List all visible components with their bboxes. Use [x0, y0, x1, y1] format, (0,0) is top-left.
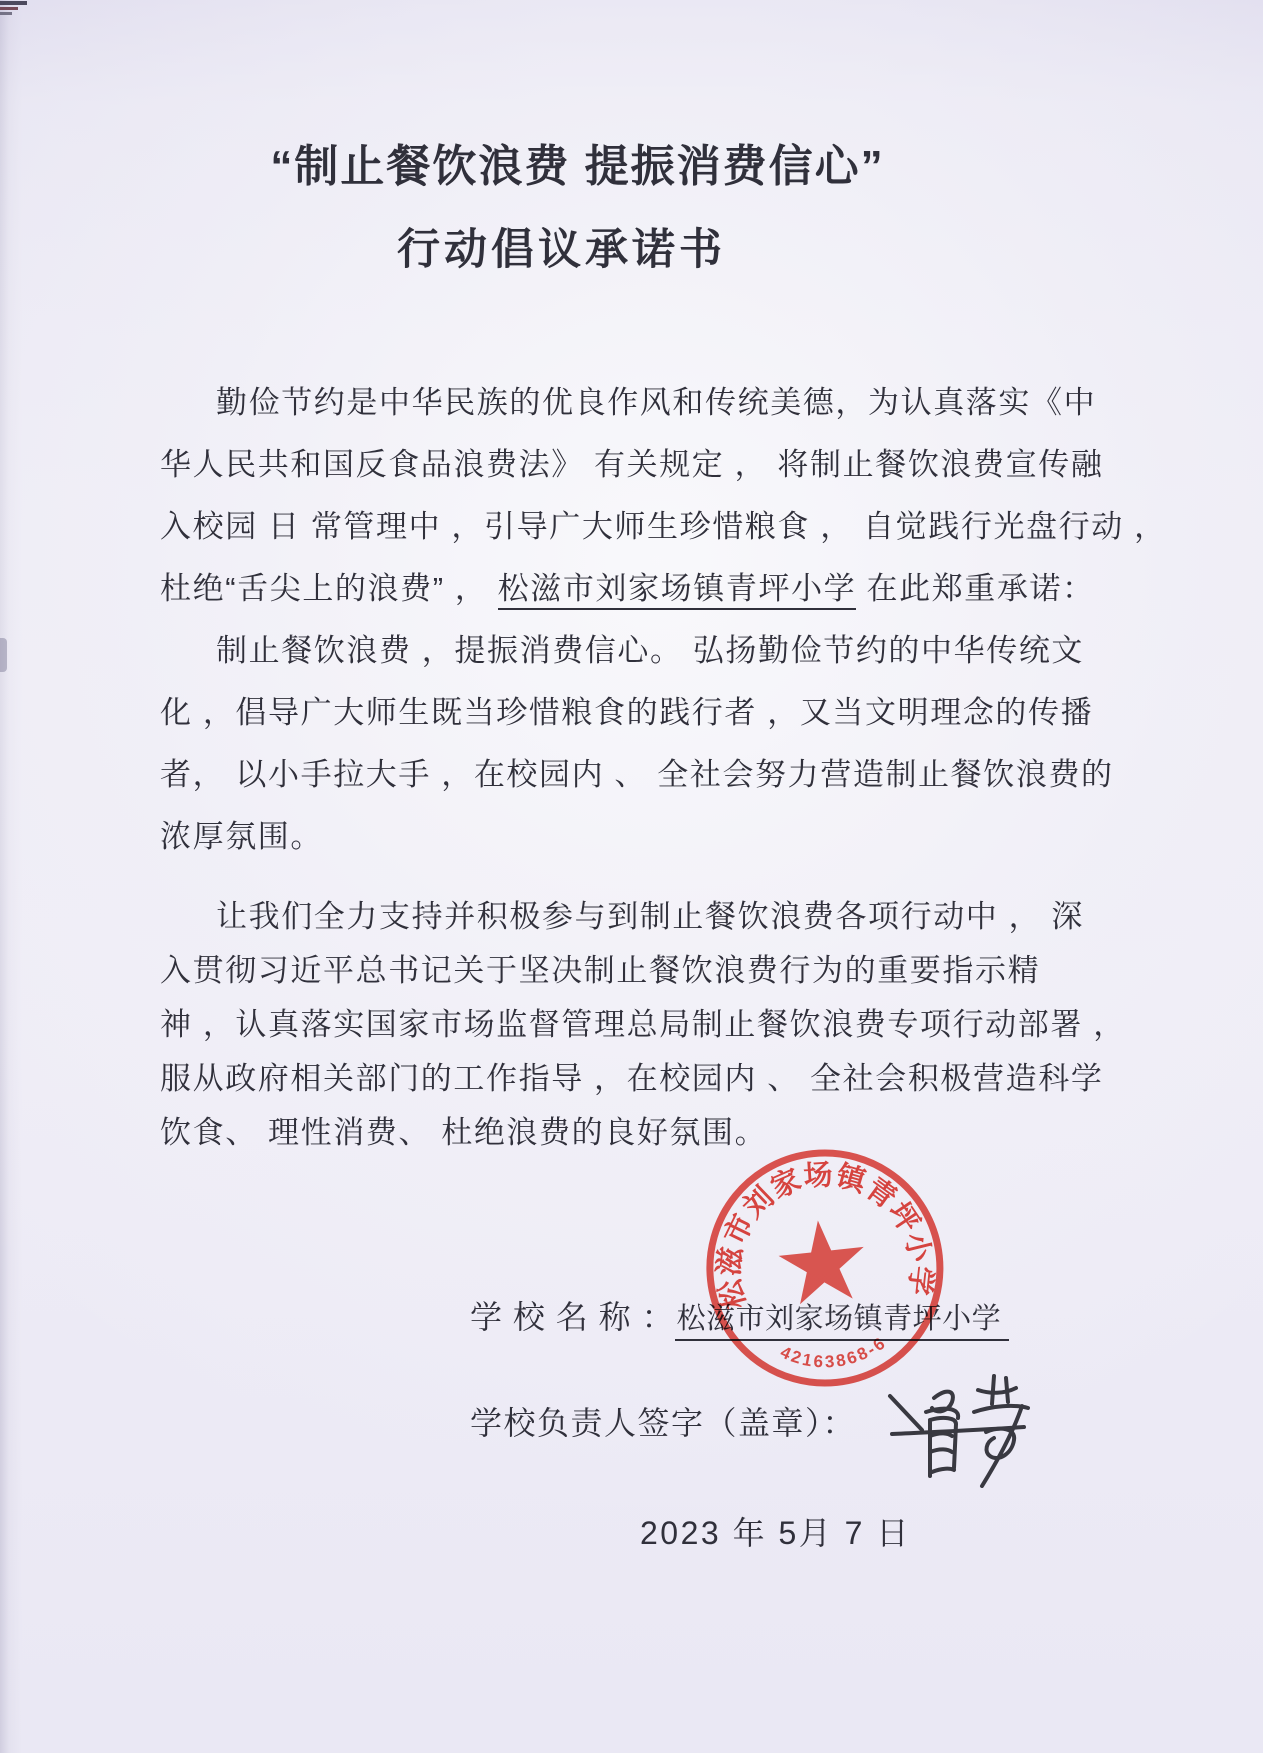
paragraph-line: 让我们全力支持并积极参与到制止餐饮浪费各项行动中 ， 深 [216, 899, 1085, 934]
school-name-label: 学 校 名 称 ： [470, 1299, 675, 1335]
seal-code-text: 42163868-6 [777, 1332, 891, 1372]
school-name-value: 松滋市刘家场镇青坪小学 [675, 1303, 1010, 1341]
signature-stroke [930, 1433, 952, 1452]
signature-stroke [890, 1396, 922, 1430]
signature-stroke [992, 1376, 1008, 1404]
paragraph-line: 入贯彻习近平总书记关于坚决制止餐饮浪费行为的重要指示精 [160, 953, 1041, 988]
scan-artifact-mark [0, 1, 27, 5]
paragraph-line-with-school-name [160, 558, 1120, 620]
signature-stroke [930, 1418, 956, 1476]
paragraph-line: 神 ，认真落实国家市场监督管理总局制止餐饮浪费专项行动部署 ， [160, 1007, 1126, 1042]
paragraph-1 [160, 372, 1167, 868]
line-text: 在此郑重承诺： [856, 571, 1095, 606]
scan-artifact-mark [0, 7, 18, 10]
handwritten-signature [882, 1368, 1057, 1503]
document-title-line2: 行动倡议承诺书 [397, 226, 726, 274]
paragraph-line: 服从政府相关部门的工作指导 ，在校园内 、 全社会积极营造科学 [160, 1061, 1104, 1096]
school-name-underlined: 松滋市刘家场镇青坪小学 [498, 571, 857, 610]
document-date: 2023 年 5月 7 日 [640, 1515, 911, 1551]
document-title-line1: “制止餐饮浪费 提振消费信心” [270, 142, 885, 191]
paragraph-line: 制止餐饮浪费 ，提振消费信心。 弘扬勤俭节约的中华传统文 [216, 633, 1085, 668]
paragraph-2 [160, 890, 1126, 1160]
paragraph-line: 华人民共和国反食品浪费法》 有关规定 ， 将制止餐饮浪费宣传融 [160, 447, 1104, 482]
line-text: 杜绝“舌尖上的浪费” ， [160, 571, 498, 606]
scan-artifact-smudge [0, 638, 7, 672]
signer-label: 学校负责人签字（盖章）： [470, 1405, 857, 1441]
seal-star-icon [775, 1216, 869, 1306]
paragraph-line: 者， 以小手拉大手 ，在校园内 、 全社会努力营造制止餐饮浪费的 [160, 757, 1114, 792]
official-seal-stamp [688, 1132, 963, 1407]
signature-stroke [978, 1388, 1016, 1393]
scan-artifact-mark [0, 12, 12, 15]
paragraph-line: 化 ，倡导广大师生既当珍惜粮食的践行者 ，又当文明理念的传播 [160, 695, 1094, 730]
seal-ring-text: 松滋市刘家场镇青坪小学 [713, 1159, 938, 1313]
paragraph-line: 饮食、 理性消费、 杜绝浪费的良好氛围。 [160, 1115, 768, 1150]
paragraph-line: 勤俭节约是中华民族的优良作风和传统美德，为认真落实《中 [216, 385, 1097, 420]
paragraph-line: 浓厚氛围。 [160, 819, 323, 854]
signer-line [470, 1398, 856, 1444]
paragraph-line: 入校园 日 常管理中 ，引导广大师生珍惜粮食 ， 自觉践行光盘行动 ， [160, 509, 1167, 544]
